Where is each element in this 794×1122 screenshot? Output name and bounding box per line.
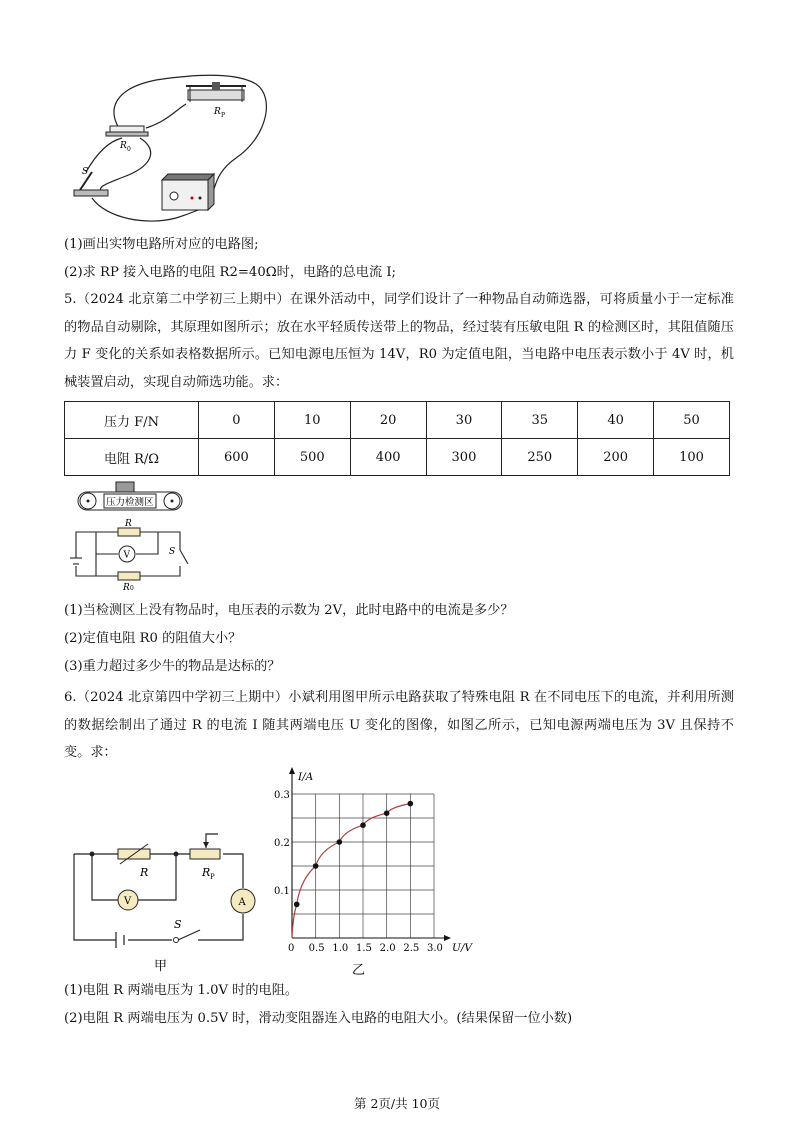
r0-label: R [120, 141, 127, 151]
r-label: R [125, 519, 132, 529]
svg-text:0: 0 [130, 585, 134, 590]
iu-chart [268, 762, 488, 976]
svg-text:V: V [123, 550, 130, 561]
q5-sub2: (2)定值电阻 R0 的阻值大小？ [64, 631, 242, 646]
q4-sub1: (1)画出实物电路所对应的电路图; [64, 237, 259, 252]
resistor-r [118, 528, 140, 536]
table-cell: 250 [502, 439, 578, 476]
resistor-r-variable [118, 844, 150, 864]
q5-sub3: (3)重力超过多少牛的物品是达标的？ [64, 659, 281, 674]
table-header-pressure: 压力 F/N [65, 402, 199, 439]
svg-text:A: A [238, 897, 246, 908]
x-tick-label: 0.5 [308, 943, 325, 954]
table-cell: 50 [654, 402, 730, 439]
power-supply [162, 174, 214, 210]
x-axis-arrow [444, 935, 451, 941]
table-cell: 300 [426, 439, 502, 476]
table-cell: 35 [502, 402, 578, 439]
y-tick-label: 0.2 [274, 838, 290, 849]
data-point [294, 902, 300, 908]
y-tick-label: 0.3 [274, 790, 290, 801]
s-label: S [169, 547, 176, 557]
y-tick-label: 0.1 [274, 886, 290, 897]
table-cell: 20 [350, 402, 426, 439]
table-cell: 40 [578, 402, 654, 439]
s-label: S [174, 918, 182, 931]
switch [74, 172, 108, 196]
table-row-resistance [65, 439, 730, 476]
switch-label: S [82, 167, 89, 177]
q6-sub2: (2)电阻 R 两端电压为 0.5V 时，滑动变阻器连入电路的电阻大小。(结果保留一位小数) [64, 1011, 573, 1026]
figure-caption-jia: 甲 [154, 959, 168, 974]
svg-text:P: P [210, 873, 215, 881]
table-cell: 10 [274, 402, 350, 439]
q5-sub1: (1)当检测区上没有物品时，电压表的示数为 2V，此时电路中的电流是多少？ [64, 603, 514, 618]
q6-circuit-jia [68, 818, 268, 974]
resistor-r0 [106, 126, 148, 136]
q4-sub2: (2)求 RP 接入电路的电阻 R2=40Ω时，电路的总电流 I; [64, 265, 396, 280]
x-tick-label: 0 [288, 943, 295, 954]
table-cell: 0 [199, 402, 275, 439]
page-footer: 第 2页/共 10页 [353, 1096, 441, 1111]
figure-caption-yi: 乙 [352, 963, 366, 976]
table-row-pressure [65, 402, 730, 439]
data-point [384, 810, 390, 816]
y-axis-label: I/A [298, 771, 314, 783]
q5-intro: 5.（2024 北京第二中学初三上期中）在课外活动中，同学们设计了一种物品自动筛选器，可将质量小于一定标准的物品自动剔除，其原理如图所示；放在水平轻质传送带上的物品，经过装有压敏电阻 R 的检测区时，其阻值随压力 F 变化的关系如表格数据所示。已知电源电压恒为 14V，R0 为定值电阻，当电路中电压表示数小于 4V 时，机械装置启动，实现自动筛选功能。求： [64, 292, 734, 390]
svg-text:0: 0 [127, 146, 131, 153]
pressure-resistance-table [64, 401, 730, 476]
svg-text:P: P [221, 112, 226, 119]
rheostat-rp [190, 849, 220, 859]
resistor-r0 [118, 572, 140, 580]
x-tick-label: 1.0 [332, 943, 349, 954]
y-axis-arrow [289, 767, 295, 774]
table-header-resistance: 电阻 R/Ω [65, 439, 199, 476]
x-axis-label: U/V [452, 942, 472, 954]
q5-circuit-figure [68, 480, 198, 590]
table-cell: 600 [199, 439, 275, 476]
data-point [360, 822, 366, 828]
x-tick-label: 1.5 [356, 943, 372, 954]
table-cell: 400 [350, 439, 426, 476]
table-cell: 200 [578, 439, 654, 476]
belt-label: 压力检测区 [106, 497, 154, 508]
r0-label: R [123, 583, 130, 590]
data-point [408, 801, 414, 807]
q6-sub1: (1)电阻 R 两端电压为 1.0V 时的电阻。 [64, 983, 299, 998]
x-tick-label: 2.5 [403, 943, 420, 954]
rp-label: R [214, 107, 221, 117]
table-cell: 100 [654, 439, 730, 476]
rp-label: R [202, 866, 211, 879]
data-point [313, 863, 319, 869]
x-tick-label: 2.0 [379, 943, 396, 954]
data-point [337, 839, 343, 845]
svg-text:V: V [124, 896, 132, 907]
x-tick-label: 3.0 [427, 943, 443, 954]
table-cell: 30 [426, 402, 502, 439]
q6-intro: 6.（2024 北京第四中学初三上期中）小斌利用图甲所示电路获取了特殊电阻 R 在不同电压下的电流，并利用所测的数据绘制出了通过 R 的电流 I 随其两端电压 U 变化的图像，如图乙所示，已知电源两端电压为 3V 且保持不变。求： [64, 690, 734, 760]
chart-axes [289, 767, 451, 941]
fit-curve [292, 804, 410, 938]
r-label: R [140, 866, 149, 879]
table-cell: 500 [274, 439, 350, 476]
q4-physical-circuit-figure [66, 68, 276, 228]
rheostat-rp [186, 82, 246, 102]
